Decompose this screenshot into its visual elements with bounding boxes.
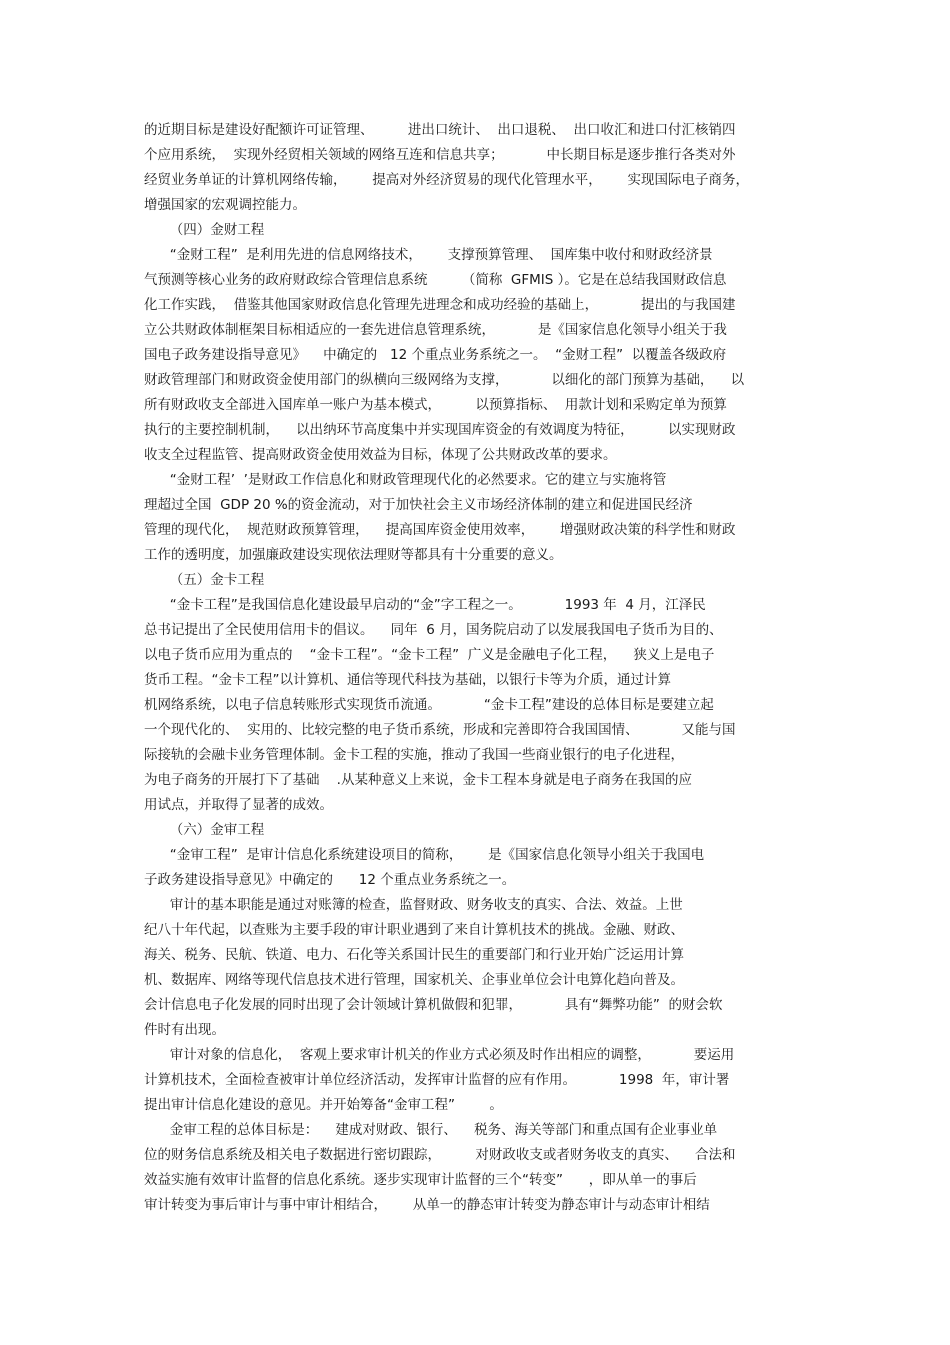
text-line: 所有财政收支全部进入国库单一账户为基本模式， 以预算指标、 用款计划和采购定单为预算 — [144, 397, 727, 413]
text-line: 管理的现代化， 规范财政预算管理， 提高国库资金使用效率， 增强财政决策的科学性和财政 — [144, 522, 736, 538]
text-line: 货币工程。“金卡工程”以计算机、通信等现代科技为基础，以银行卡等为介质，通过计算 — [144, 672, 671, 688]
text-line: 财政管理部门和财政资金使用部门的纵横向三级网络为支撑， 以细化的部门预算为基础， 以 — [144, 372, 745, 388]
text-line: 纪八十年代起，以查账为主要手段的审计职业遇到了来自计算机技术的挑战。金融、财政、 — [144, 922, 684, 938]
text-line: 以电子货币应用为重点的 “金卡工程”。“金卡工程” 广义是金融电子化工程， 狭义上是电子 — [144, 647, 715, 663]
text-line: 效益实施有效审计监督的信息化系统。逐步实现审计监督的三个“转变” ，即从单一的事后 — [144, 1172, 697, 1188]
text-line: （四）金财工程 — [144, 222, 265, 238]
text-line: 的近期目标是建设好配额许可证管理、 进出口统计、 出口退税、 出口收汇和进口付汇核销四 — [144, 122, 736, 138]
text-line: 审计对象的信息化， 客观上要求审计机关的作业方式必须及时作出相应的调整， 要运用 — [144, 1047, 735, 1063]
text-line: 气预测等核心业务的政府财政综合管理信息系统 （简称 GFMIS ）。它是在总结我国财政信息 — [144, 272, 727, 288]
text-line: 件时有出现。 — [144, 1022, 225, 1038]
text-line: 机、数据库、网络等现代信息技术进行管理，国家机关、企事业单位会计电算化趋向普及。 — [144, 972, 684, 988]
text-line: 审计的基本职能是通过对账簿的检查，监督财政、财务收支的真实、合法、效益。上世 — [144, 897, 683, 913]
text-line: （五）金卡工程 — [144, 572, 265, 588]
text-line: 理超过全国 GDP 20 %的资金流动，对于加快社会主义市场经济体制的建立和促进国民经济 — [144, 497, 693, 513]
text-line: 经贸业务单证的计算机网络传输， 提高对外经济贸易的现代化管理水平， 实现国际电子商务， — [144, 172, 749, 188]
text-line: 收支全过程监管、提高财政资金使用效益为目标，体现了公共财政改革的要求。 — [144, 447, 617, 463]
text-line: 化工作实践， 借鉴其他国家财政信息化管理先进理念和成功经验的基础上， 提出的与我国建 — [144, 297, 736, 313]
text-line: 位的财务信息系统及相关电子数据进行密切跟踪， 对财政收支或者财务收支的真实、 合法和 — [144, 1147, 736, 1163]
text-line: 际接轨的会融卡业务管理体制。金卡工程的实施，推动了我国一些商业银行的电子化进程， — [144, 747, 684, 763]
text-line: 国电子政务建设指导意见》 中确定的 12 个重点业务系统之一。 “金财工程” 以覆盖各级政府 — [144, 347, 727, 363]
text-line: 子政务建设指导意见》中确定的 12 个重点业务系统之一。 — [144, 872, 516, 888]
text-line: 审计转变为事后审计与事中审计相结合， 从单一的静态审计转变为静态审计与动态审计相结 — [144, 1197, 710, 1213]
text-line: 计算机技术，全面检查被审计单位经济活动，发挥审计监督的应有作用。 1998 年，审计署 — [144, 1072, 730, 1088]
text-line: 提出审计信息化建设的意见。并开始筹备“金审工程” 。 — [144, 1097, 503, 1113]
text-line: 机网络系统，以电子信息转账形式实现货币流通。 “金卡工程”建设的总体目标是要建立起 — [144, 697, 714, 713]
text-line: 会计信息电子化发展的同时出现了会计领域计算机做假和犯罪， 具有“舞弊功能” 的财会软 — [144, 997, 723, 1013]
text-line: “金审工程” 是审计信息化系统建设项目的简称， 是《国家信息化领导小组关于我国电 — [144, 847, 705, 863]
text-line: 个应用系统， 实现外经贸相关领域的网络互连和信息共享； 中长期目标是逐步推行各类对外 — [144, 147, 736, 163]
text-line: 金审工程的总体目标是： 建成对财政、银行、 税务、海关等部门和重点国有企业事业单 — [144, 1122, 718, 1138]
text-line: “金财工程” 是利用先进的信息网络技术， 支撑预算管理、 国库集中收付和财政经济景 — [144, 247, 713, 263]
text-line: 执行的主要控制机制， 以出纳环节高度集中并实现国库资金的有效调度为特征， 以实现财政 — [144, 422, 736, 438]
text-line: “金卡工程”是我国信息化建设最早启动的“金”字工程之一。 1993 年 4 月，江泽民 — [144, 597, 706, 613]
text-line: 增强国家的宏观调控能力。 — [144, 197, 306, 213]
text-line: 用试点，并取得了显著的成效。 — [144, 797, 333, 813]
text-line: 海关、税务、民航、铁道、电力、石化等关系国计民生的重要部门和行业开始广泛运用计算 — [144, 947, 684, 963]
text-line: 总书记提出了全民使用信用卡的倡议。 同年 6 月，国务院启动了以发展我国电子货币为目的、 — [144, 622, 723, 638]
text-line: 一个现代化的、 实用的、比较完整的电子货币系统，形成和完善即符合我国国情、 又能与国 — [144, 722, 736, 738]
text-line: “金财工程’ ’是财政工作信息化和财政管理现代化的必然要求。它的建立与实施将管 — [144, 472, 667, 488]
text-line: 工作的透明度，加强廉政建设实现依法理财等都具有十分重要的意义。 — [144, 547, 563, 563]
text-line: 为电子商务的开展打下了基础 .从某种意义上来说，金卡工程本身就是电子商务在我国的应 — [144, 772, 692, 788]
text-line: 立公共财政体制框架目标相适应的一套先进信息管理系统， 是《国家信息化领导小组关于我 — [144, 322, 727, 338]
text-line: （六）金审工程 — [144, 822, 265, 838]
